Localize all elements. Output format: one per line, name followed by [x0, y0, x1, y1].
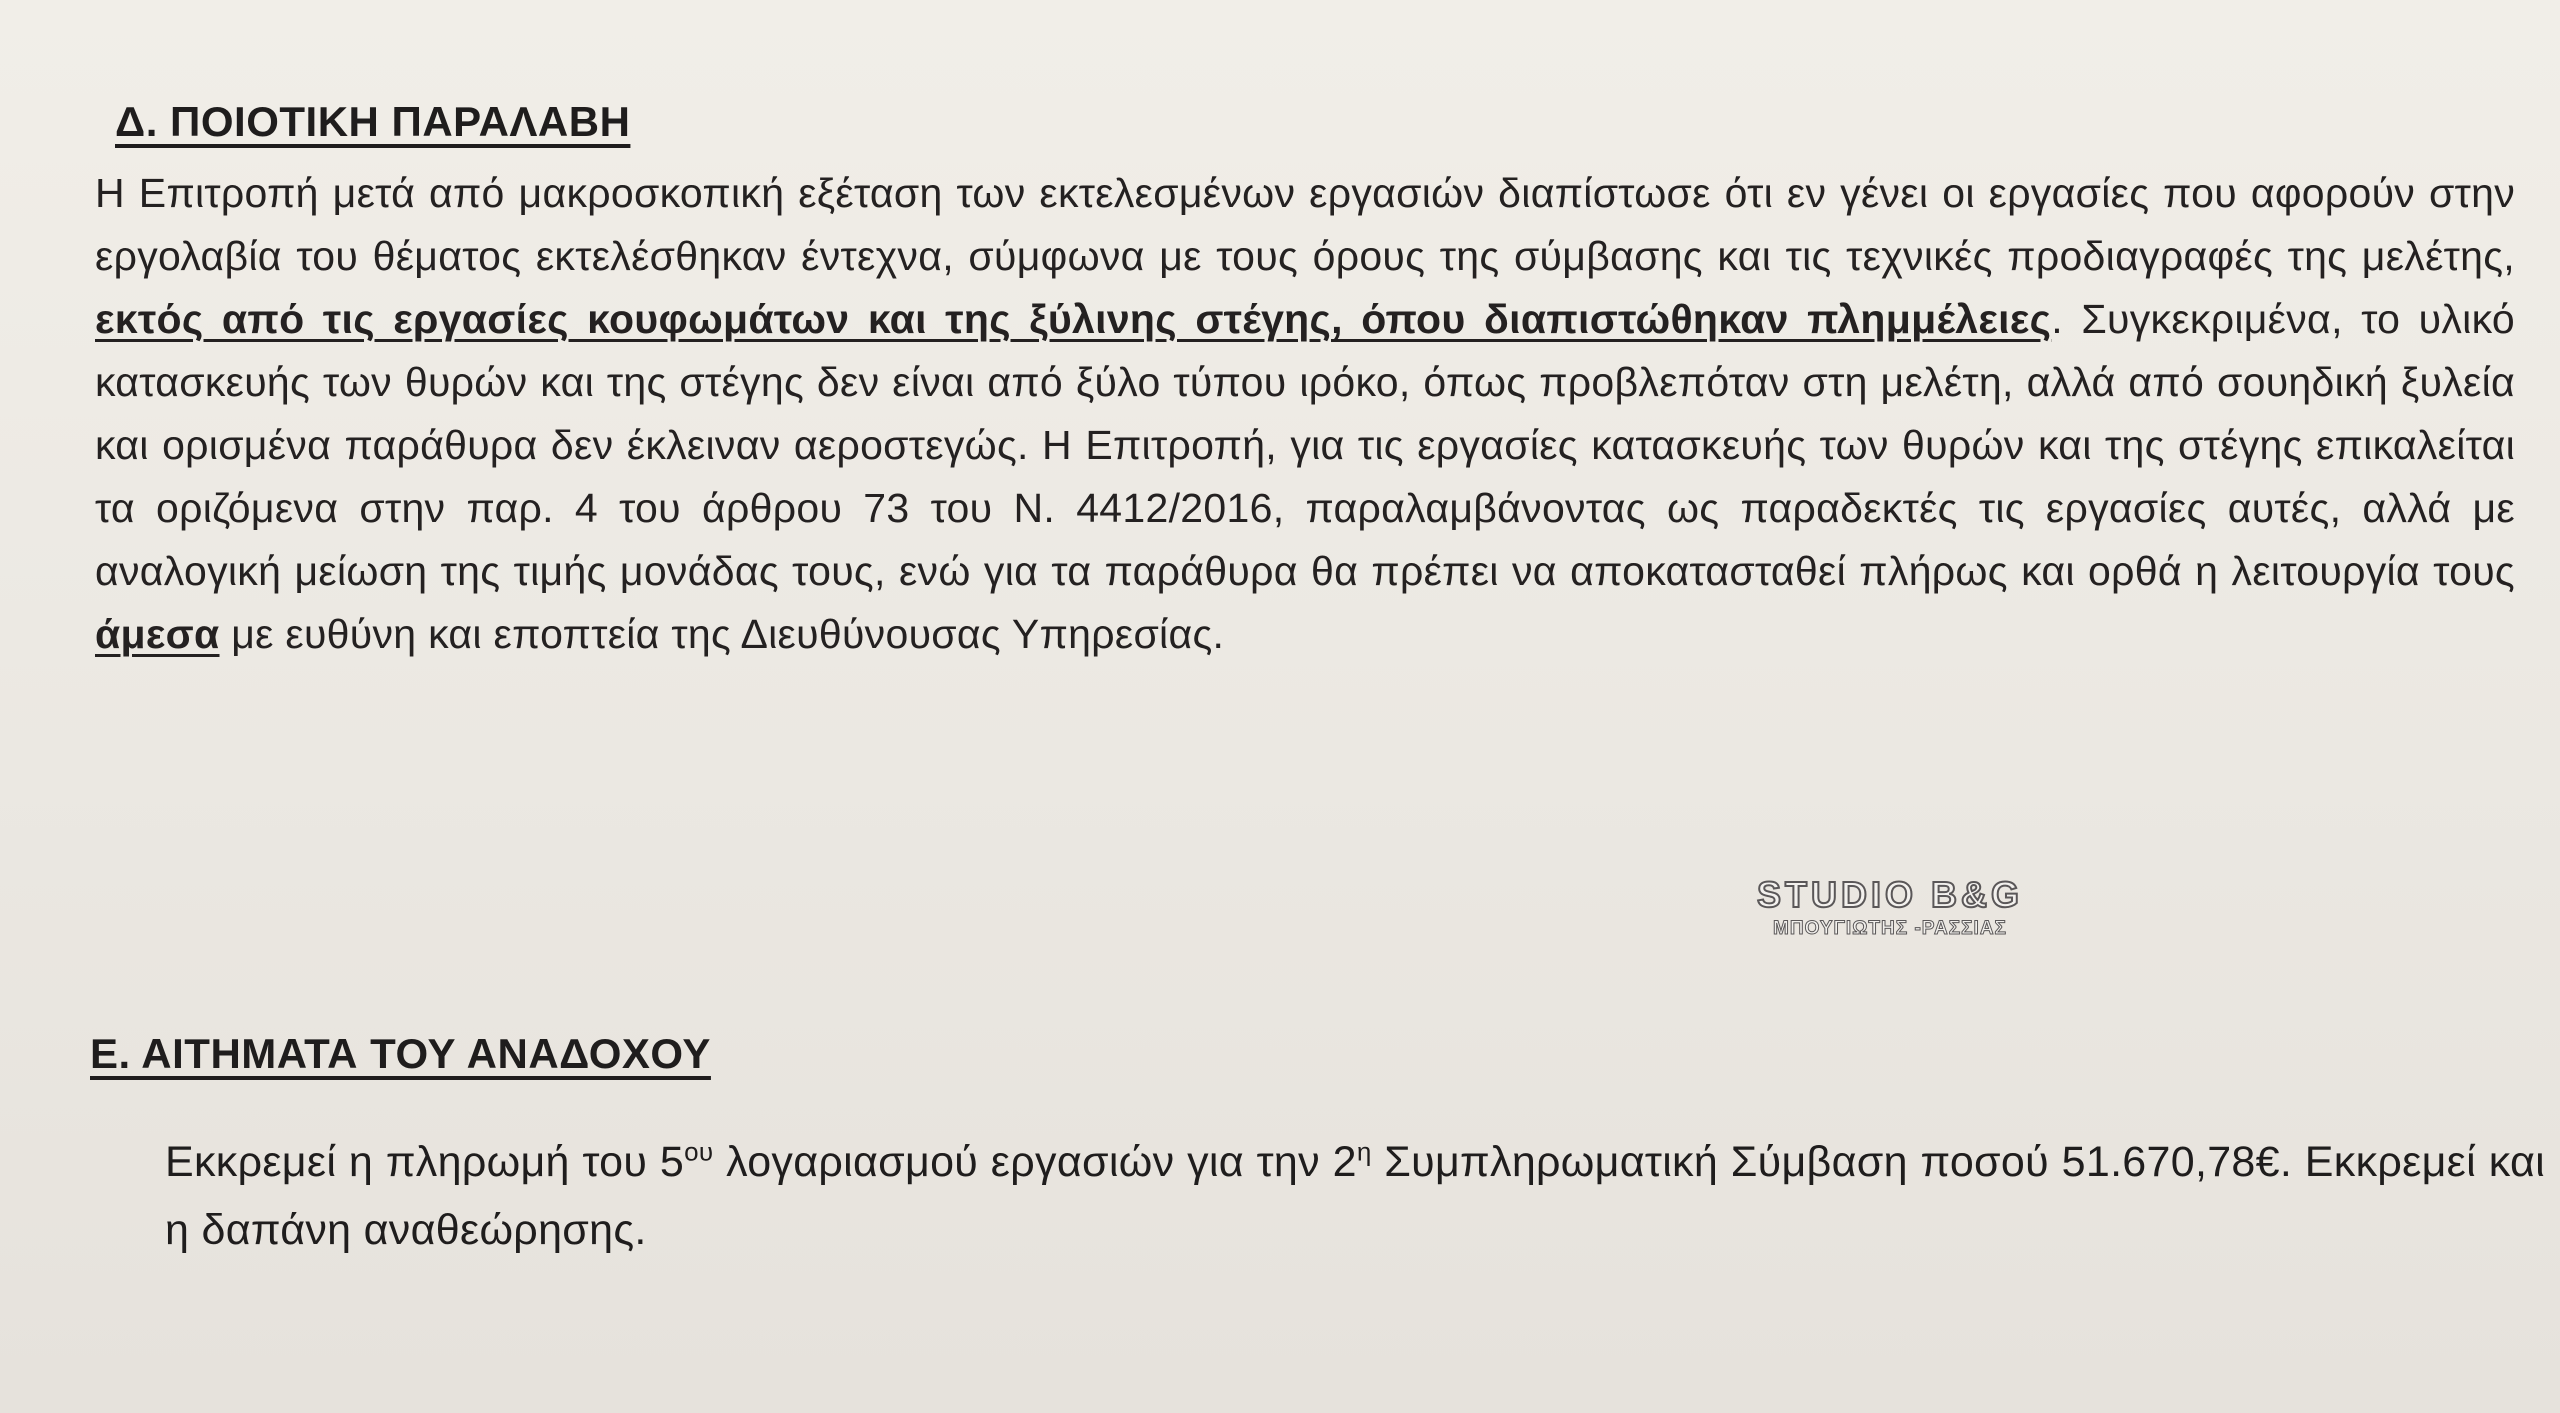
section-d-emphasis-defects: εκτός από τις εργασίες κουφωμάτων και της ξύλινης στέγης, όπου διαπιστώθηκαν πλημμέλειες [95, 296, 2052, 342]
section-d-text-2: . Συγκεκριμένα, το υλικό κατασκευής των θυρών και της στέγης δεν είναι από ξύλο τύπου ιρόκο, όπως προβλεπόταν στη μελέτη, αλλά από σουηδική ξυλεία και ορισμένα παράθυρα δεν έκλειναν αεροστεγώς. Η Επιτροπή, για τις εργασίες κατασκευής των θυρών και της στέγης επικαλείται τα οριζόμενα στην παρ. 4 του άρθρου 73 του Ν. 4412/2016, παραλαμβάνοντας ως παραδεκτές τις εργασίες αυτές, αλλά με αναλογική μείωση της τιμής μονάδας τους, ενώ για τα παράθυρα θα πρέπει να αποκατασταθεί πλήρως και ορθά η λειτουργία τους [95, 296, 2515, 594]
section-e-sup-2: η [1356, 1136, 1372, 1167]
section-d-emphasis-immediately: άμεσα [95, 611, 220, 657]
studio-watermark [1715, 875, 2065, 941]
section-e-paragraph [165, 1128, 2545, 1264]
watermark-title: STUDIO B&G [1756, 874, 2023, 915]
section-d-text-3: με ευθύνη και εποπτεία της Διευθύνουσας Υπηρεσίας. [219, 611, 1225, 657]
watermark-subtitle: ΜΠΟΥΓΙΩΤΗΣ -ΡΑΣΣΙΑΣ [1773, 918, 2007, 939]
section-d-heading: Δ. ΠΟΙΟΤΙΚΗ ΠΑΡΑΛΑΒΗ [115, 98, 631, 145]
section-d-text-1: Η Επιτροπή μετά από μακροσκοπική εξέταση των εκτελεσμένων εργασιών διαπίστωσε ότι εν γένει οι εργασίες που αφορούν στην εργολαβία του θέματος εκτελέσθηκαν έντεχνα, σύμφωνα με τους όρους της σύμβασης και τις τεχνικές προδιαγραφές της μελέτης, [95, 170, 2515, 279]
section-e-text-2: λογαριασμού εργασιών για την 2 [713, 1138, 1357, 1186]
section-e-sup-1: ου [684, 1136, 714, 1167]
section-e-text-3: Συμπληρωματική Σύμβαση ποσού 51.670,78€. Εκκρεμεί και η δαπάνη αναθεώρησης. [165, 1138, 2545, 1254]
section-e-heading: Ε. ΑΙΤΗΜΑΤΑ ΤΟΥ ΑΝΑΔΟΧΟΥ [90, 1030, 711, 1077]
section-e-text-1: Εκκρεμεί η πληρωμή του 5 [165, 1138, 685, 1186]
section-d-paragraph [95, 162, 2515, 666]
